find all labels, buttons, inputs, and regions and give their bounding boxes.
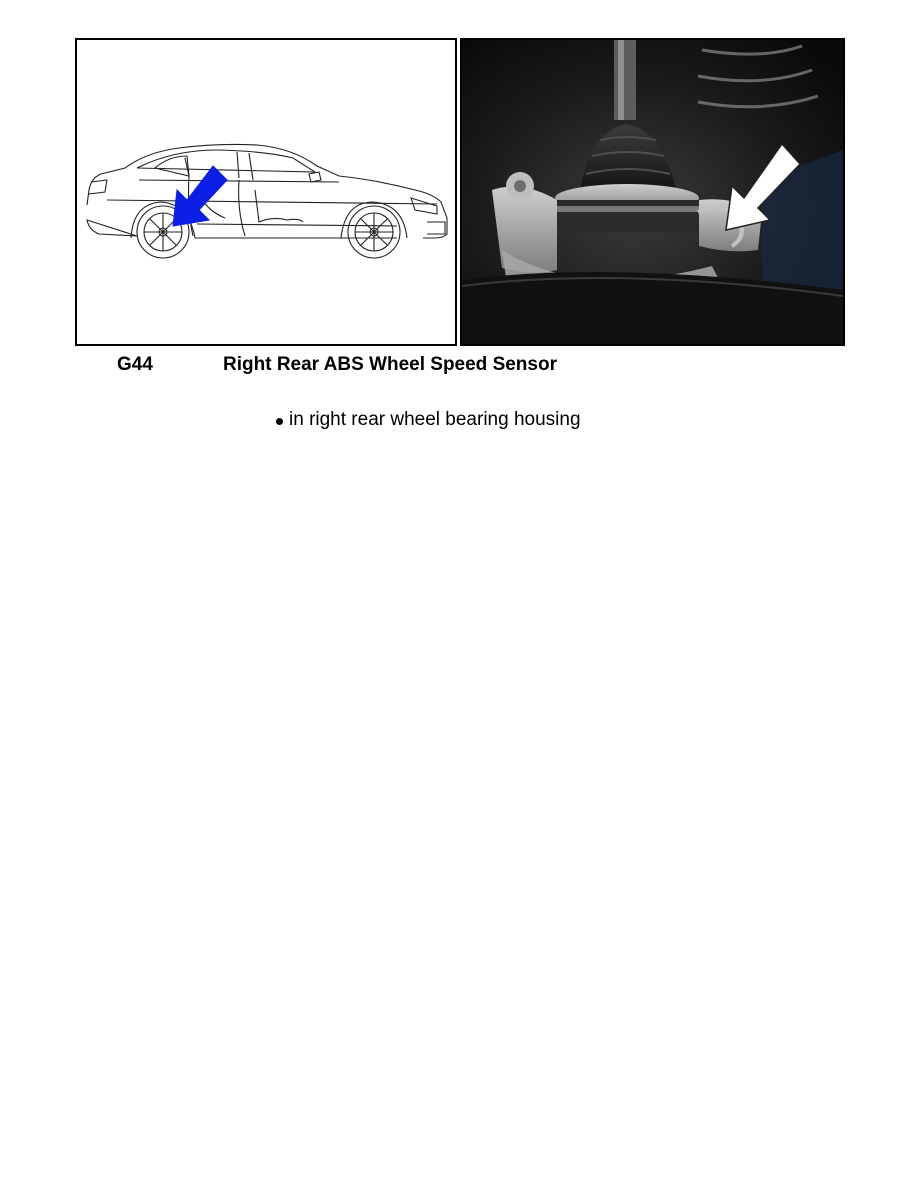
bullet-icon xyxy=(276,418,283,425)
car-side-outline-icon xyxy=(77,40,455,344)
location-arrow-icon xyxy=(173,166,227,226)
car-body-outline xyxy=(87,144,447,238)
component-photo xyxy=(460,38,845,346)
location-list-item xyxy=(276,409,581,431)
component-code: G44 xyxy=(117,354,153,375)
location-text: in right rear wheel bearing housing xyxy=(289,409,581,430)
component-title: Right Rear ABS Wheel Speed Sensor xyxy=(223,354,557,375)
wheel-bearing-photo-icon xyxy=(462,40,843,344)
car-location-diagram xyxy=(75,38,457,346)
